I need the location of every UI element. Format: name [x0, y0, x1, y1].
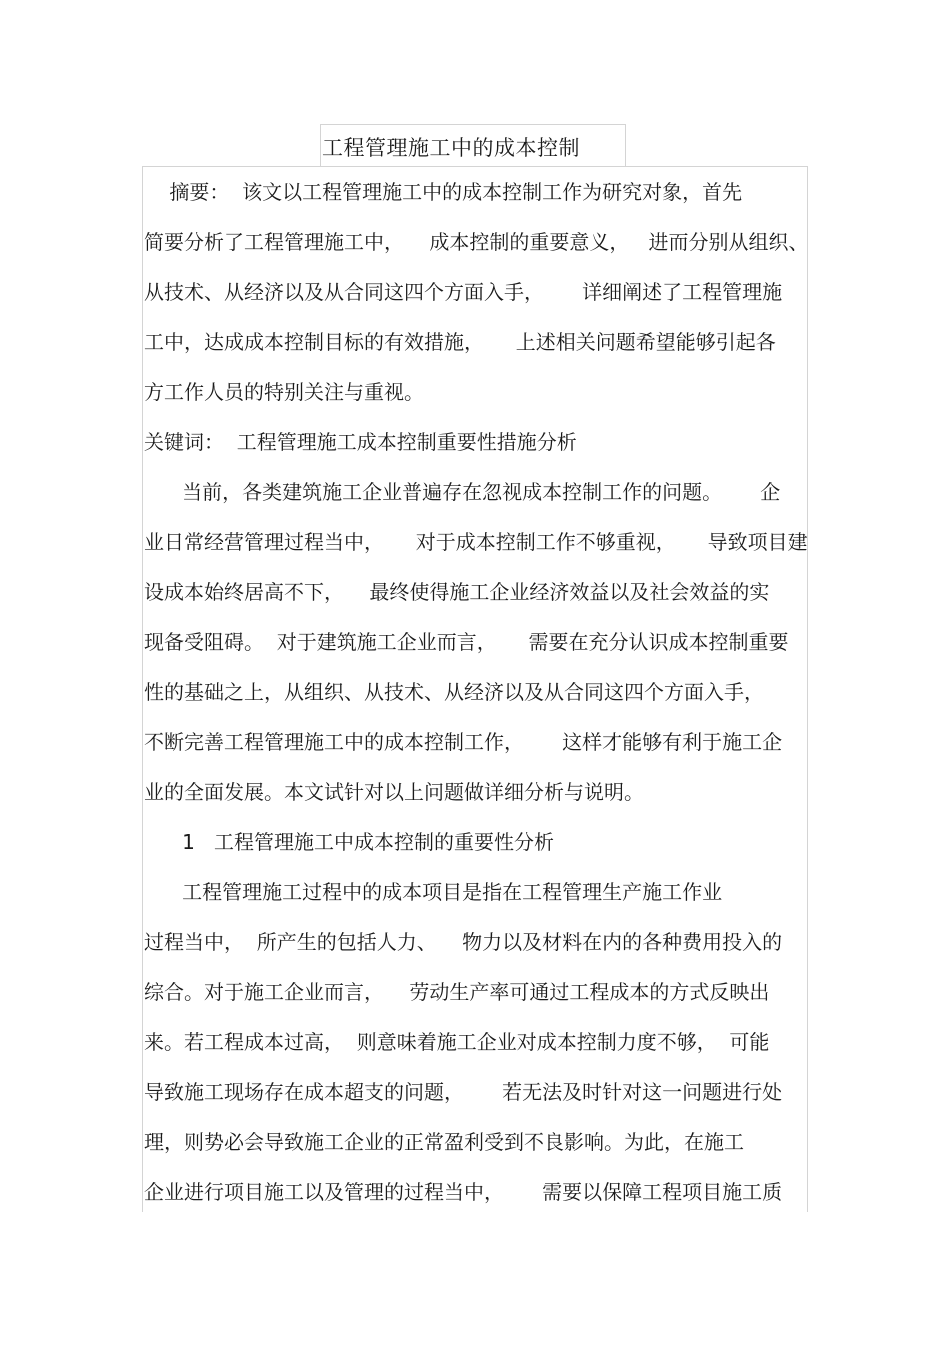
body-line: 业日常经营管理过程当中， 对于成本控制工作不够重视， 导致项目建 — [144, 530, 808, 554]
body-line: 业的全面发展。本文试针对以上问题做详细分析与说明。 — [144, 780, 644, 804]
body-line: 当前，各类建筑施工企业普遍存在忽视成本控制工作的问题。 企 — [144, 480, 781, 504]
body-line: 企业进行项目施工以及管理的过程当中， 需要以保障工程项目施工质 — [144, 1180, 783, 1204]
body-line: 简要分析了工程管理施工中， 成本控制的重要意义， 进而分别从组织、 — [144, 230, 809, 254]
body-line: 过程当中， 所产生的包括人力、 物力以及材料在内的各种费用投入的 — [144, 930, 783, 954]
section-heading: 1 工程管理施工中成本控制的重要性分析 — [144, 830, 554, 854]
body-line: 综合。对于施工企业而言， 劳动生产率可通过工程成本的方式反映出 — [144, 980, 770, 1004]
keywords-line: 关键词： 工程管理施工成本控制重要性措施分析 — [144, 430, 577, 454]
body-line: 摘要： 该文以工程管理施工中的成本控制工作为研究对象，首先 — [144, 180, 743, 204]
body-line: 设成本始终居高不下， 最终使得施工企业经济效益以及社会效益的实 — [144, 580, 770, 604]
body-line: 性的基础之上，从组织、从技术、从经济以及从合同这四个方面入手， — [144, 680, 764, 704]
body-line: 工程管理施工过程中的成本项目是指在工程管理生产施工作业 — [144, 880, 723, 904]
body-line: 不断完善工程管理施工中的成本控制工作， 这样才能够有利于施工企 — [144, 730, 783, 754]
body-line: 现备受阻碍。 对于建筑施工企业而言， 需要在充分认识成本控制重要 — [144, 630, 789, 654]
page-title: 工程管理施工中的成本控制 — [322, 136, 580, 160]
body-line: 从技术、从经济以及从合同这四个方面入手， 详细阐述了工程管理施 — [144, 280, 783, 304]
body-line: 工中，达成成本控制目标的有效措施， 上述相关问题希望能够引起各 — [144, 330, 776, 354]
body-line: 方工作人员的特别关注与重视。 — [144, 380, 424, 404]
body-line: 来。若工程成本过高， 则意味着施工企业对成本控制力度不够， 可能 — [144, 1030, 770, 1054]
body-line: 理，则势必会导致施工企业的正常盈利受到不良影响。为此，在施工 — [144, 1130, 744, 1154]
body-line: 导致施工现场存在成本超支的问题， 若无法及时针对这一问题进行处 — [144, 1080, 783, 1104]
